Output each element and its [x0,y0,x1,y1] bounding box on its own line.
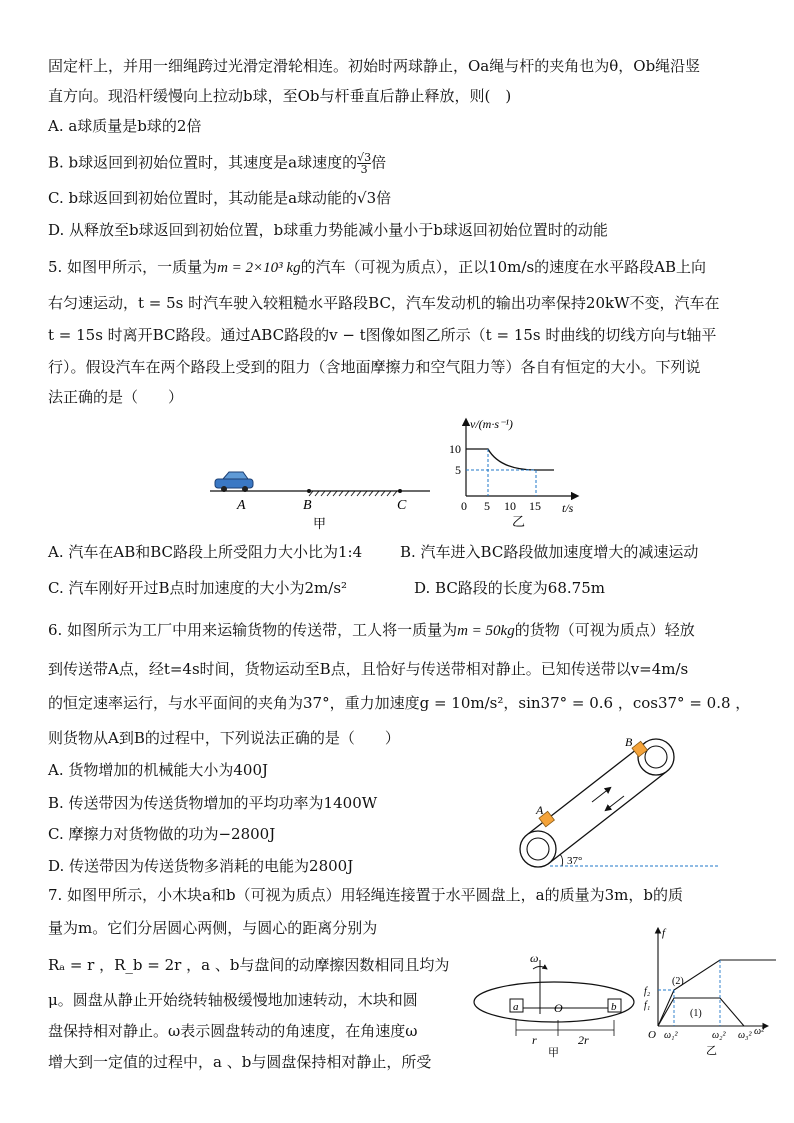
q4-option-b [48,152,386,175]
q6-text-1b: 的货物（可视为质点）轻放 [514,621,695,639]
q6-text-line-4: 则货物从A到B的过程中，下列说法正确的是（ ） [48,729,400,747]
tick-5: 5 [455,463,461,477]
q7-text-line-6: 增大到一定值的过程中，a 、b与圆盘保持相对静止，所受 [48,1053,432,1071]
q5-text-line-5: 法正确的是（ ） [48,388,184,406]
tick-w3: ω₃² [738,1030,752,1041]
label-a: A [237,498,246,513]
q4-option-a: A. a球质量是b球的2倍 [48,117,202,135]
q7-text-line-5: 盘保持相对静止。ω表示圆盘转动的角速度，在角速度ω [48,1022,418,1040]
q5-text-line-2: 右匀速运动，t = 5s 时汽车驶入较粗糙水平路段BC，汽车发动机的输出功率保持20kW不变，汽车在 [48,294,720,312]
tick-w1: ω₁² [664,1030,678,1041]
q5-road-figure [205,460,445,532]
rough-section-hatching [309,491,397,496]
label-b: B [303,498,312,513]
tick-w2: ω₂² [712,1030,726,1041]
q7-text-line-1: 7. 如图甲所示，小木块a和b（可视为质点）用轻绳连接置于水平圆盘上，a的质量为3m，b的质 [48,886,683,904]
curve-label-2: (2) [672,976,684,987]
q7-text-line-3: Rₐ = r ，R_b = 2r ，a 、b与盘间的动摩擦因数相同且均为 [48,956,450,974]
q6-option-a: A. 货物增加的机械能大小为400J [48,761,269,779]
car-icon [215,472,253,492]
omega-label: ω [530,951,539,965]
sqrt3: √3 [357,189,377,207]
tick-t5: 5 [484,499,490,513]
caption-yi: 乙 [706,1045,717,1057]
q6-text-line-3: 的恒定速率运行，与水平面间的夹角为37°，重力加速度g = 10m/s²，sin37° = 0.6 ，cos37° = 0.8 ， [48,694,751,712]
rotating-disc-figure [470,950,640,1060]
angle-arc [560,854,563,866]
curve-2 [658,960,776,1026]
q5-option-b: B. 汽车进入BC路段做加速度增大的减速运动 [400,543,699,561]
label-c: C [397,498,407,513]
q6-option-c: C. 摩擦力对货物做的功为−2800J [48,825,276,843]
f-axis-label: f [662,927,666,939]
q4-option-c-suffix: 倍 [376,189,392,207]
q5-vt-graph [444,412,594,530]
tick-f2: f₂ [644,986,651,997]
lower-pulley [520,831,556,867]
point-b-dot [307,489,311,493]
q6-mass: m = 50kg [457,623,515,639]
point-c-dot [398,489,402,493]
q4-option-c-text: C. b球返回到初始位置时，其动能是a球动能的 [48,189,358,207]
q7-text-line-2: 量为m。它们分居圆心两侧，与圆心的距离分别为 [48,919,378,937]
v-axis-label: v/(m·s⁻¹) [470,417,513,431]
tick-10: 10 [449,442,461,456]
friction-graph [640,922,780,1062]
q4-option-c [48,188,391,208]
q4-text-line-2: 直方向。现沿杆缓慢向上拉动b球，至Ob与杆垂直后静止释放，则( ) [48,87,512,105]
q6-option-d: D. 传送带因为传送货物多消耗的电能为2800J [48,857,354,875]
curve-label-1: (1) [690,1008,702,1019]
tick-t15: 15 [529,499,541,513]
q5-option-d: D. BC路段的长度为68.75m [414,579,605,597]
radius-2r-label: 2r [578,1033,589,1047]
t-axis-label: t/s [562,501,574,515]
angle-label: 37° [567,855,583,867]
origin-o: O [648,1029,656,1041]
label-b: b [611,1001,617,1013]
label-b: B [625,735,633,749]
belt-up-arrow [592,788,610,802]
label-a: a [513,1001,519,1013]
q6-text-1a: 6. 如图所示为工厂中用来运输货物的传送带，工人将一质量为 [48,621,458,639]
q7-text-line-4: μ。圆盘从静止开始绕转轴极缓慢地加速转动，木块和圆 [48,991,418,1009]
conveyor-belt-figure [510,728,720,876]
center-label-o: O [554,1001,563,1015]
q6-text-line-1 [48,620,695,641]
q5-text-line-1 [48,257,706,278]
sqrt3-over-3: $\frac{√3}{3}$ [357,151,372,176]
caption-jia: 甲 [548,1047,559,1059]
tick-f1: f₁ [644,1000,651,1011]
tick-0: 0 [461,499,467,513]
q4-option-d: D. 从释放至b球返回到初始位置，b球重力势能减小量小于b球返回初始位置时的动能 [48,221,608,239]
q4-option-b-suffix: 倍 [371,153,387,172]
belt-down-arrow [606,796,624,810]
belt-bottom [548,772,666,864]
caption-yi: 乙 [512,514,526,529]
q5-option-c: C. 汽车刚好开过B点时加速度的大小为2m/s² [48,579,348,597]
q5-text-line-4: 行）。假设汽车在两个路段上受到的阻力（含地面摩擦力和空气阻力等）各自有恒定的大小。下列说 [48,358,701,376]
caption-jia: 甲 [313,516,327,531]
axis-w: ω² [754,1026,765,1037]
q5-option-a: A. 汽车在AB和BC路段上所受阻力大小比为1:4 [48,543,363,561]
q4-option-b-text: B. b球返回到初始位置时，其速度是a球速度的 [48,153,358,172]
q5-text-line-3: t = 15s 时离开BC路段。通过ABC路段的v − t图像如图乙所示（t = 15s 时曲线的切线方向与t轴平 [48,326,717,344]
velocity-curve [466,449,554,470]
q4-text-line-1: 固定杆上，并用一细绳跨过光滑定滑轮相连。初始时两球静止，Oa绳与杆的夹角也为θ，Ob绳沿竖 [48,57,701,75]
radius-r-label: r [532,1033,537,1047]
q6-option-b: B. 传送带因为传送货物增加的平均功率为1400W [48,794,378,812]
q5-text-1b: 的汽车（可视为质点），正以10m/s的速度在水平路段AB上向 [300,258,706,276]
q5-text-1a: 5. 如图甲所示，一质量为 [48,258,218,276]
tick-t10: 10 [504,499,516,513]
label-a: A [536,803,544,817]
q5-mass: m = 2×10³ kg [217,260,301,276]
q6-text-line-2: 到传送带A点，经t=4s时间，货物运动至B点，且恰好与传送带相对静止。已知传送带以v=4m/s [48,660,689,678]
